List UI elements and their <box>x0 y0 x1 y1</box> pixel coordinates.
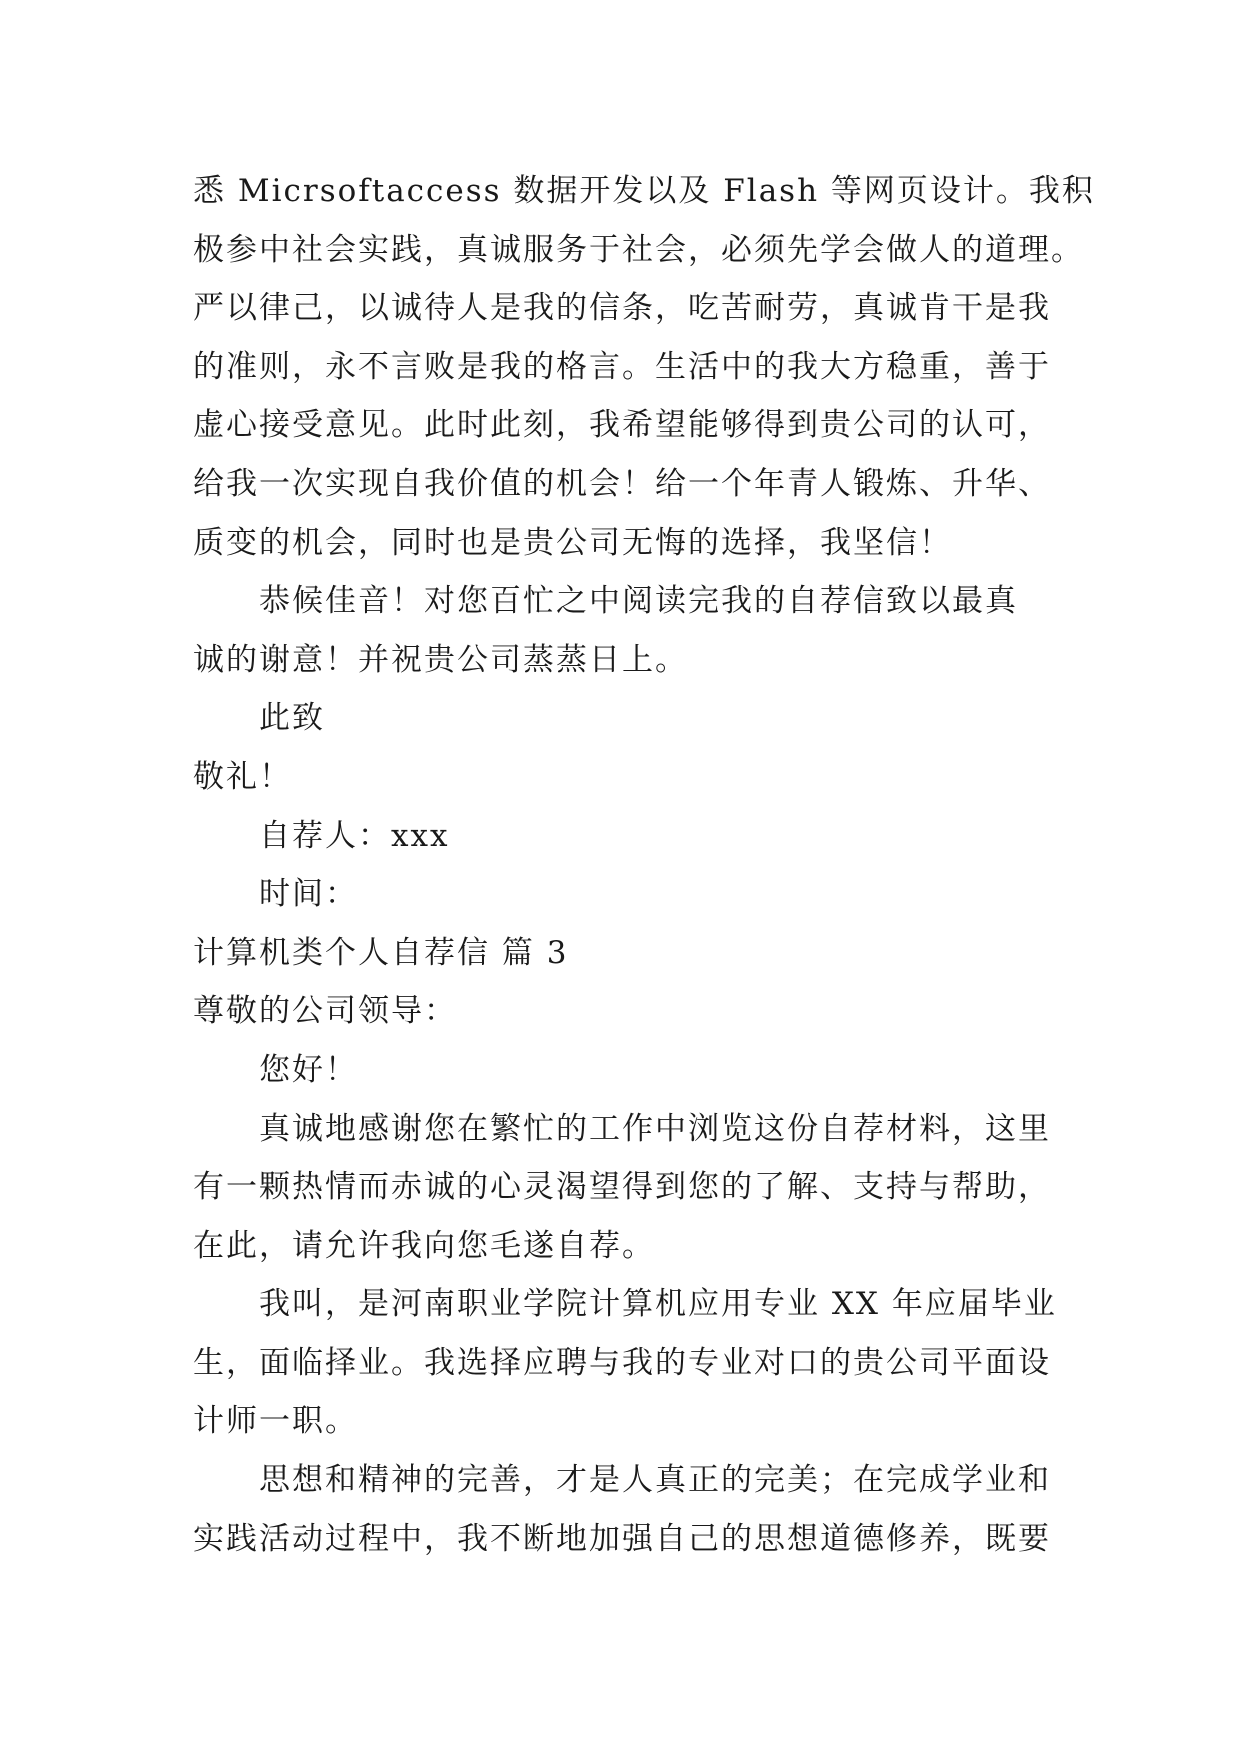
text-line: 我叫，是河南职业学院计算机应用专业 XX 年应届毕业 <box>259 1286 1057 1323</box>
text-line: 在此，请允许我向您毛遂自荐。 <box>193 1227 655 1264</box>
text-line: 严以律己，以诚待人是我的信条，吃苦耐劳，真诚肯干是我 <box>193 290 1051 327</box>
text-line: 尊敬的公司领导： <box>193 993 457 1030</box>
text-line: 真诚地感谢您在繁忙的工作中浏览这份自荐材料，这里 <box>259 1110 1051 1147</box>
text-line: 极参中社会实践，真诚服务于社会，必须先学会做人的道理。 <box>193 231 1084 268</box>
text-line: 悉 Micrsoftaccess 数据开发以及 Flash 等网页设计。我积 <box>193 173 1095 209</box>
text-line: 的准则，永不言败是我的格言。生活中的我大方稳重，善于 <box>193 348 1051 385</box>
text-line: 虚心接受意见。此时此刻，我希望能够得到贵公司的认可， <box>193 407 1051 444</box>
letter-body <box>193 162 1095 1568</box>
text-line: 思想和精神的完善，才是人真正的完美；在完成学业和 <box>259 1462 1051 1499</box>
text-line: 有一颗热情而赤诚的心灵渴望得到您的了解、支持与帮助， <box>193 1169 1051 1206</box>
text-line: 实践活动过程中，我不断地加强自己的思想道德修养，既要 <box>193 1520 1051 1557</box>
text-line: 计算机类个人自荐信 篇 3 <box>193 934 569 971</box>
text-line: 生，面临择业。我选择应聘与我的专业对口的贵公司平面设 <box>193 1344 1051 1381</box>
text-line: 此致 <box>259 700 325 737</box>
text-line: 计师一职。 <box>193 1403 358 1440</box>
text-line: 诚的谢意！并祝贵公司蒸蒸日上。 <box>193 641 688 678</box>
text-line: 您好！ <box>259 1051 358 1088</box>
text-line: 质变的机会，同时也是贵公司无悔的选择，我坚信！ <box>193 524 952 561</box>
text-line: 恭候佳音！对您百忙之中阅读完我的自荐信致以最真 <box>259 583 1018 620</box>
text-line: 给我一次实现自我价值的机会！给一个年青人锻炼、升华、 <box>193 465 1051 502</box>
text-line: 自荐人：xxx <box>259 817 450 854</box>
text-line: 敬礼！ <box>193 758 292 795</box>
text-line: 时间： <box>259 876 358 913</box>
